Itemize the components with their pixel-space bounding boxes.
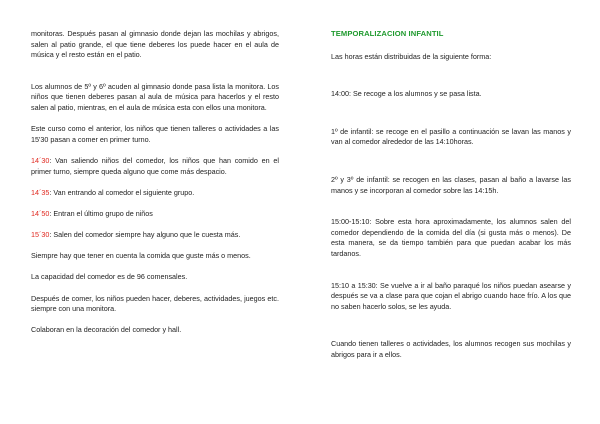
schedule-item	[31, 230, 279, 241]
paragraph-after-lunch: Después de comer, los niños pueden hacer, deberes, actividades, juegos etc. siempre con una monitora.	[31, 293, 279, 314]
left-column	[31, 29, 279, 336]
paragraph-capacity: La capacidad del comedor es de 96 comensales.	[31, 272, 188, 282]
intro-text: Las horas están distribuidas de la siguiente forma:	[331, 51, 492, 61]
paragraph-talleres: Este curso como el anterior, los niños que tienen talleres o actividades a las 15'30 pasan a comer en primer turno.	[31, 124, 279, 144]
schedule-text: : Salen del comedor siempre hay alguno que le cuesta más.	[49, 230, 241, 240]
section-heading: TEMPORALIZACION INFANTIL	[331, 29, 444, 38]
schedule-primero: 1º de infantil: se recoge en el pasillo a continuación se lavan las manos y van al comedor alrededor de las 14:10horas.	[331, 126, 571, 147]
schedule-item	[31, 188, 279, 199]
schedule-time: 14´50	[31, 208, 50, 218]
schedule-text: : Van saliendo niños del comedor, los niños que han comido en el primer turno, siempre queda alguno que come más despacio.	[31, 155, 279, 176]
paragraph-taste: Siempre hay que tener en cuenta la comida que guste más o menos.	[31, 251, 251, 261]
schedule-text: : Entran el último grupo de niños	[49, 208, 153, 218]
schedule-segundo-tercero: 2º y 3º de infantil: se recogen en las clases, pasan al baño a lavarse las manos y se incorporan al comedor sobre las 14:15h.	[331, 174, 571, 195]
paragraph-gym: monitoras. Después pasan al gimnasio donde dejan las mochilas y abrigos, salen al patio grande, el que tiene deberes los puede hacer en el aula de música y el resto están en el patio.	[31, 29, 279, 60]
schedule-time: 14´30	[31, 155, 50, 165]
schedule-time: 15´30	[31, 230, 50, 240]
paragraph-5-6: Los alumnos de 5º y 6º acuden al gimnasio donde pasa lista la monitora. Los niños que tienen deberes pasan al aula de música para hacerlos y el resto salen al patio, mientras, en el aula de música esta con ellos una monitora.	[31, 81, 279, 112]
right-column	[331, 29, 571, 361]
schedule-item	[31, 156, 279, 177]
schedule-1510: 15:10 a 15:30: Se vuelve a ir al baño paraqué los niños puedan asearse y después se va a clase para que cojan el abrigo cuando hace frío. A los que no saben hacerlo solos, se les ayuda.	[331, 280, 571, 311]
schedule-time: 14´35	[31, 187, 50, 197]
schedule-1400: 14:00: Se recoge a los alumnos y se pasa lista.	[331, 89, 482, 99]
schedule-item	[31, 209, 279, 220]
paragraph-decoration: Colaboran en la decoración del comedor y hall.	[31, 325, 182, 335]
schedule-text: : Van entrando al comedor el siguiente grupo.	[49, 187, 195, 197]
schedule-talleres: Cuando tienen talleres o actividades, los alumnos recogen sus mochilas y abrigos para ir a ellos.	[331, 339, 571, 359]
schedule-1500: 15:00-15:10: Sobre esta hora aproximadamente, los alumnos salen del comedor dependiendo de la comida del día (si gusta más o menos). De esta manera, se da tiempo también para que puedan acabar los más tardanos.	[331, 217, 571, 258]
